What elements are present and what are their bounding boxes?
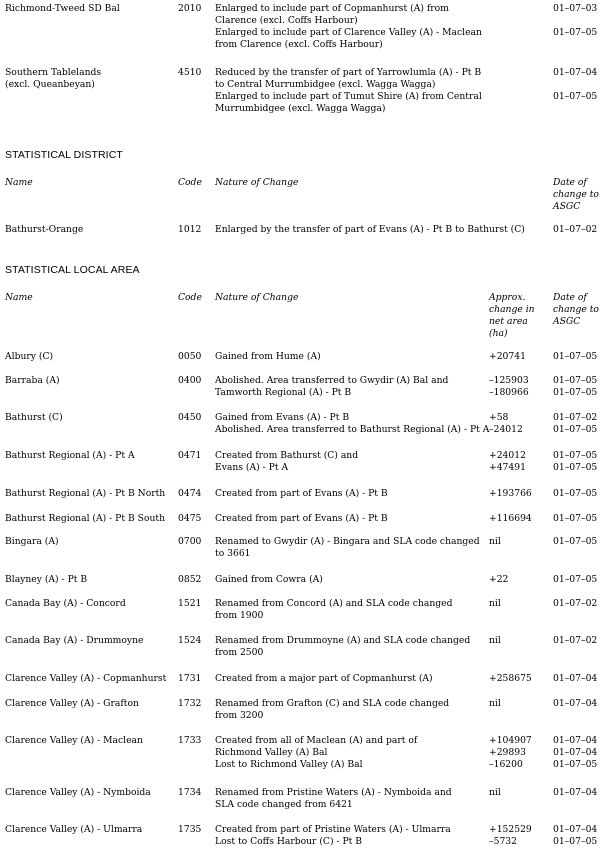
change-text: SLA code changed from 6421 [215, 799, 353, 810]
region-name: Bathurst Regional (A) - Pt B North [5, 488, 166, 499]
change-date: 01–07–05 [553, 759, 598, 770]
change-text: Richmond Valley (A) Bal [215, 747, 328, 758]
change-text: Abolished. Area transferred to Bathurst Regional (A) - Pt A [215, 424, 490, 435]
region-code: 0852 [178, 574, 202, 585]
change-text: Tamworth Regional (A) - Pt B [215, 387, 352, 398]
region-code: 0471 [178, 450, 202, 461]
region-name: Clarence Valley (A) - Grafton [5, 698, 139, 709]
change-date: 01–07–05 [553, 513, 598, 524]
change-date: 01–07–05 [553, 351, 598, 362]
region-code: 1732 [178, 698, 202, 709]
region-code: 1733 [178, 735, 202, 746]
change-text: Created from part of Evans (A) - Pt B [215, 513, 388, 524]
section-title: STATISTICAL DISTRICT [5, 149, 123, 161]
change-text: Renamed to Gwydir (A) - Bingara and SLA code changed [215, 536, 480, 547]
change-text: Renamed from Pristine Waters (A) - Nymboida and [215, 787, 452, 798]
region-code: 4510 [178, 67, 202, 78]
change-date: 01–07–04 [553, 673, 598, 684]
header-nature: Nature of Change [215, 292, 299, 303]
region-name: Barraba (A) [5, 375, 60, 386]
area-change: +152529 [489, 824, 532, 835]
change-date: 01–07–05 [553, 536, 598, 547]
change-date: 01–07–05 [553, 488, 598, 499]
area-change: –16200 [489, 759, 523, 770]
region-code: 0474 [178, 488, 202, 499]
region-name: Bingara (A) [5, 536, 59, 547]
region-code: 2010 [178, 3, 202, 14]
region-code: 1524 [178, 635, 202, 646]
change-date: 01–07–04 [553, 698, 598, 709]
change-date: 01–07–02 [553, 412, 598, 423]
region-code: 1734 [178, 787, 202, 798]
section-title: STATISTICAL LOCAL AREA [5, 264, 140, 276]
change-text: Gained from Hume (A) [215, 351, 321, 362]
region-code: 0400 [178, 375, 202, 386]
area-change: +24012 [489, 450, 526, 461]
change-date: 01–07–04 [553, 824, 598, 835]
change-text: Evans (A) - Pt A [215, 462, 289, 473]
header-name: Name [5, 177, 33, 188]
region-name: Blayney (A) - Pt B [5, 574, 88, 585]
change-text: Reduced by the transfer of part of Yarrowlumla (A) - Pt B to Central Murrumbidgee (excl. Wagga Wagga) [215, 67, 482, 90]
region-name: Clarence Valley (A) - Copmanhurst [5, 673, 167, 684]
change-date: 01–07–05 [553, 450, 598, 461]
change-date: 01–07–02 [553, 635, 598, 646]
header-date: Date of change to ASGC [553, 292, 599, 327]
change-text: from 3200 [215, 710, 264, 721]
change-text: Enlarged to include part of Tumut Shire (A) from Central Murrumbidgee (excl. Wagga Wagga) [215, 91, 482, 114]
area-change: –180966 [489, 387, 529, 398]
header-date: Date of change to ASGC [553, 177, 599, 212]
change-text: Renamed from Drummoyne (A) and SLA code changed [215, 635, 471, 646]
change-text: Enlarged by the transfer of part of Evans (A) - Pt B to Bathurst (C) [215, 224, 525, 235]
change-text: Lost to Richmond Valley (A) Bal [215, 759, 363, 770]
region-name: Bathurst Regional (A) - Pt A [5, 450, 135, 461]
change-date: 01–07–05 [553, 836, 598, 847]
region-code: 0700 [178, 536, 202, 547]
area-change: nil [489, 598, 501, 609]
change-text: from 2500 [215, 647, 264, 658]
change-text: Created from all of Maclean (A) and part of [215, 735, 418, 746]
change-text: Gained from Cowra (A) [215, 574, 323, 585]
header-name: Name [5, 292, 33, 303]
change-date: 01–07–05 [553, 574, 598, 585]
change-date: 01–07–02 [553, 598, 598, 609]
change-date: 01–07–05 [553, 387, 598, 398]
change-date: 01–07–03 [553, 3, 598, 14]
change-date: 01–07–05 [553, 27, 598, 38]
region-name: Bathurst (C) [5, 412, 63, 423]
change-date: 01–07–04 [553, 735, 598, 746]
region-name: Richmond-Tweed SD Bal [5, 3, 120, 14]
area-change: –125903 [489, 375, 529, 386]
change-text: Enlarged to include part of Clarence Valley (A) - Maclean from Clarence (excl. Coffs Harbour) [215, 27, 482, 50]
change-date: 01–07–04 [553, 747, 598, 758]
change-text: from 1900 [215, 610, 264, 621]
region-name: Canada Bay (A) - Concord [5, 598, 126, 609]
change-text: Created from a major part of Copmanhurst (A) [215, 673, 433, 684]
area-change: +47491 [489, 462, 526, 473]
area-change: +29893 [489, 747, 526, 758]
area-change: +104907 [489, 735, 532, 746]
header-code: Code [178, 177, 202, 188]
area-change: nil [489, 787, 501, 798]
region-code: 1735 [178, 824, 202, 835]
change-text: Gained from Evans (A) - Pt B [215, 412, 350, 423]
region-name: Bathurst Regional (A) - Pt B South [5, 513, 166, 524]
change-text: Created from part of Pristine Waters (A) - Ulmarra [215, 824, 451, 835]
area-change: +22 [489, 574, 509, 585]
region-code: 0475 [178, 513, 202, 524]
change-text: Enlarged to include part of Copmanhurst (A) from Clarence (excl. Coffs Harbour) [215, 3, 449, 26]
area-change: +193766 [489, 488, 532, 499]
header-nature: Nature of Change [215, 177, 299, 188]
area-change: nil [489, 536, 501, 547]
change-date: 01–07–05 [553, 424, 598, 435]
region-name: Clarence Valley (A) - Ulmarra [5, 824, 143, 835]
region-code: 1012 [178, 224, 202, 235]
change-date: 01–07–05 [553, 91, 598, 102]
area-change: nil [489, 635, 501, 646]
change-text: Created from part of Evans (A) - Pt B [215, 488, 388, 499]
header-area: Approx. change in net area (ha) [489, 292, 535, 339]
change-text: Abolished. Area transferred to Gwydir (A) Bal and [215, 375, 449, 386]
area-change: +58 [489, 412, 509, 423]
region-code: 1731 [178, 673, 202, 684]
change-date: 01–07–05 [553, 462, 598, 473]
change-text: Renamed from Concord (A) and SLA code changed [215, 598, 453, 609]
region-code: 0050 [178, 351, 202, 362]
area-change: nil [489, 698, 501, 709]
area-change: +20741 [489, 351, 526, 362]
change-text: Renamed from Grafton (C) and SLA code changed [215, 698, 450, 709]
area-change: –24012 [489, 424, 523, 435]
region-name: Canada Bay (A) - Drummoyne [5, 635, 144, 646]
region-name: Bathurst-Orange [5, 224, 84, 235]
header-code: Code [178, 292, 202, 303]
region-name: Clarence Valley (A) - Maclean [5, 735, 143, 746]
change-text: Created from Bathurst (C) and [215, 450, 359, 461]
change-date: 01–07–04 [553, 787, 598, 798]
region-code: 1521 [178, 598, 202, 609]
change-date: 01–07–04 [553, 67, 598, 78]
region-name: Southern Tablelands (excl. Queanbeyan) [5, 67, 102, 90]
area-change: +116694 [489, 513, 532, 524]
change-date: 01–07–05 [553, 375, 598, 386]
area-change: +258675 [489, 673, 532, 684]
area-change: –5732 [489, 836, 517, 847]
region-name: Albury (C) [5, 351, 54, 362]
region-name: Clarence Valley (A) - Nymboida [5, 787, 151, 798]
region-code: 0450 [178, 412, 202, 423]
change-text: to 3661 [215, 548, 251, 559]
change-date: 01–07–02 [553, 224, 598, 235]
change-text: Lost to Coffs Harbour (C) - Pt B [215, 836, 363, 847]
